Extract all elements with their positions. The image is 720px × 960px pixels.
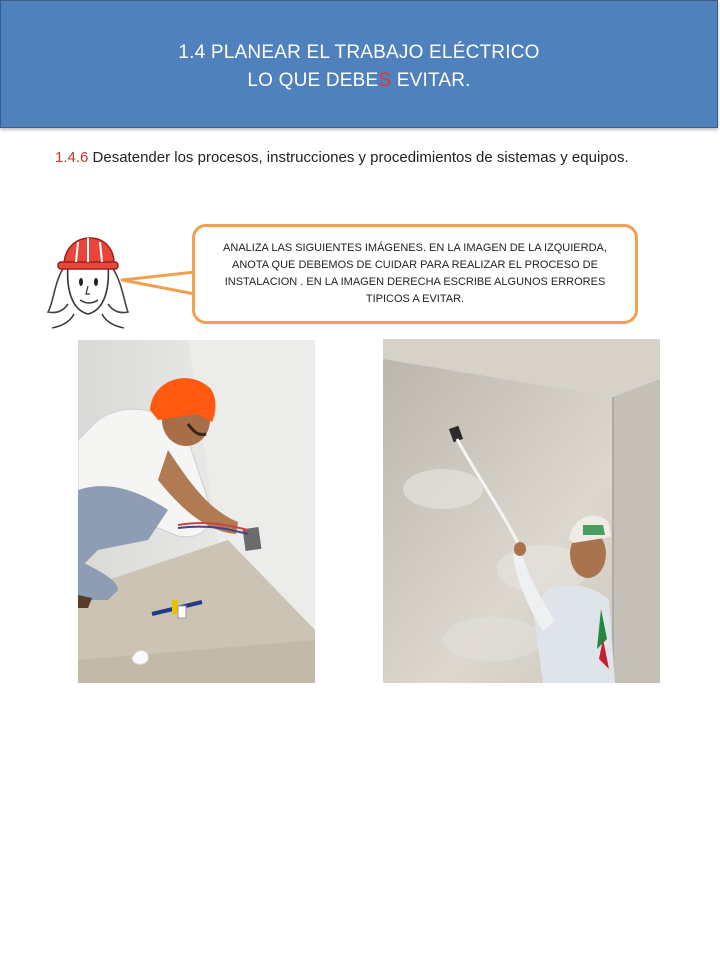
worker-girl-with-hardhat-icon [44,230,132,330]
photo-worker-with-wall-cable [383,339,660,683]
title-line-1: 1.4 PLANEAR EL TRABAJO ELÉCTRICO [178,42,540,63]
section-number: 1.4.6 [55,149,89,166]
photo-electrician-installing-outlet [78,340,315,683]
instruction-bubble [192,224,638,324]
section-heading [55,146,655,169]
section-text: Desatender los procesos, instrucciones y procedimientos de sistemas y equipos. [88,149,629,166]
title-line-2 [247,67,470,95]
title-line-2-end: EVITAR. [391,70,471,91]
instruction-text: ANALIZA LAS SIGUIENTES IMÁGENES. EN LA IMAGEN DE LA IZQUIERDA, ANOTA QUE DEBEMOS DE CUIDAR PARA REALIZAR EL PROCESO DE INSTALACION . EN LA IMAGEN DERECHA ESCRIBE ALGUNOS ERRORES TIPICOS A EVITAR. [223,242,607,305]
title-line-2-highlight: S [378,70,392,91]
title-banner [0,0,718,128]
title-line-2-start: LO QUE DEBE [247,70,379,91]
